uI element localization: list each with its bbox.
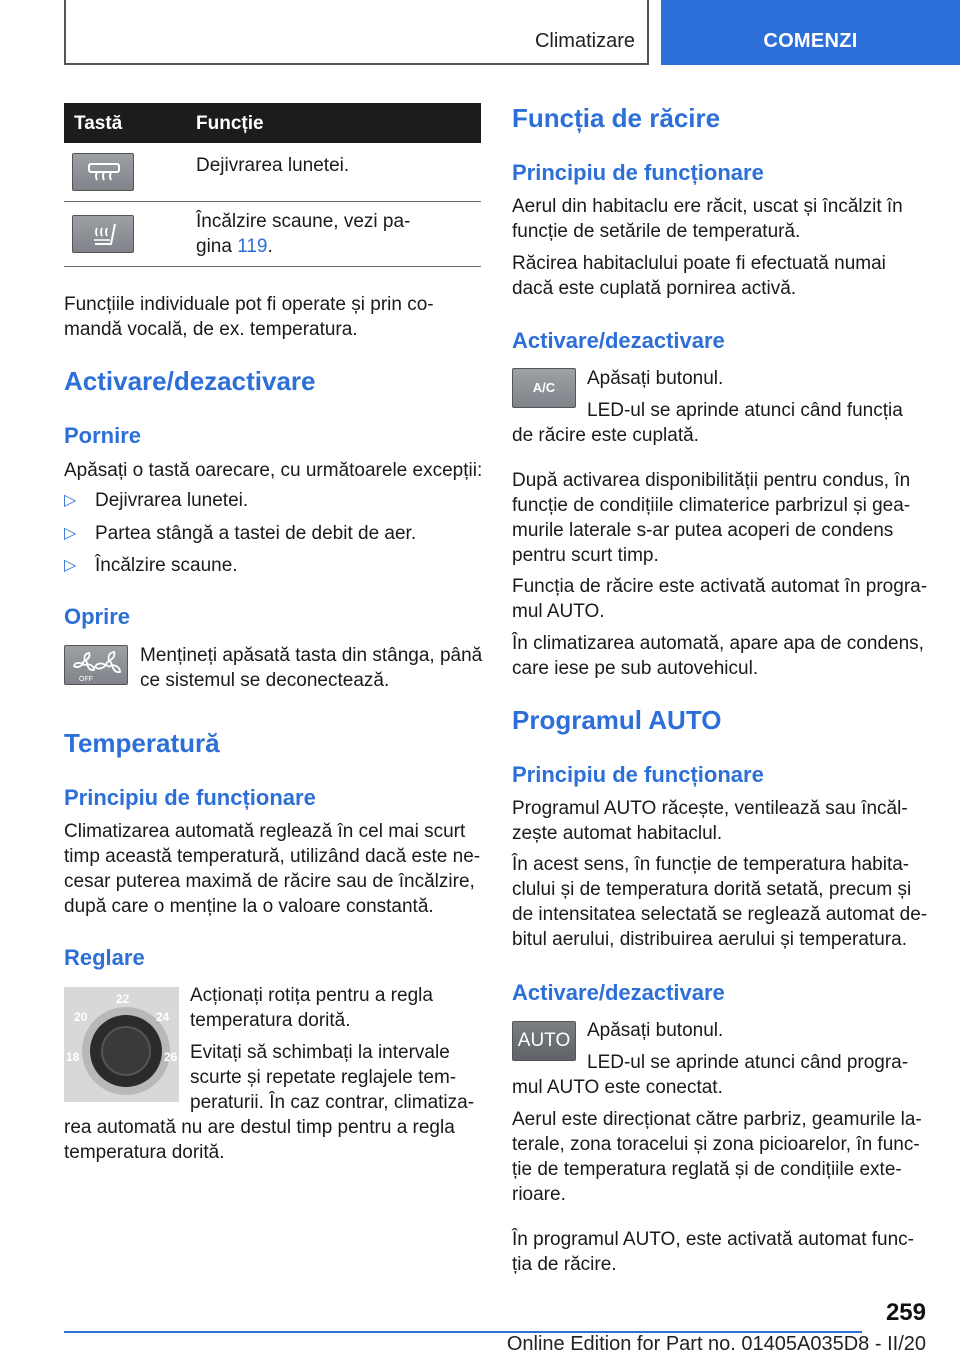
page-number: 259 bbox=[885, 1299, 926, 1326]
racire-text-4: Funcția de răcire este activată automat în progra- mul AUTO. bbox=[512, 576, 928, 622]
dial-number-26: 26 bbox=[164, 1050, 178, 1064]
temperature-dial-image bbox=[64, 987, 179, 1102]
seat-heating-icon bbox=[72, 215, 134, 253]
dial-number-18: 18 bbox=[66, 1050, 80, 1064]
racire-text-1: Aerul din habitaclu ere răcit, uscat și încălzit în funcție de setările de temperatură. bbox=[512, 196, 903, 242]
racire-text-3: După activarea disponibilității pentru condus, în funcție de condițiile climaterice parbrizul și gea- murile laterale s-ar putea acoperi de condens pentru scurt timp. bbox=[512, 470, 911, 566]
principiu-temperatura-text: Climatizarea automată reglează în cel mai scurt timp această temperatură, utilizând dacă este ne- cesar puterea maximă de răcire sau de încălzire, după care o menține la o valoare constantă. bbox=[64, 821, 481, 917]
tab-comenzi-label: COMENZI bbox=[763, 30, 858, 52]
section-title: Climatizare bbox=[534, 30, 635, 52]
row-function-text: Încălzire scaune, vezi pa- gina 119. bbox=[196, 211, 411, 257]
column-header-key: Tastă bbox=[74, 113, 123, 134]
heading-activare-auto: Activare/dezactivare bbox=[512, 980, 725, 1005]
heading-pornire: Pornire bbox=[64, 423, 142, 448]
auto-text-2: În acest sens, în funcție de temperatura habita- clului și de temperatura dorită setată, precum și de intensitatea selectată se reglează automat de- bitul aerului, distribuirea aerului și temperatura. bbox=[512, 854, 928, 950]
fan-off-icon bbox=[64, 645, 128, 685]
racire-text-5: În climatizarea automată, apare apa de condens, care iese pe sub autovehicul. bbox=[512, 633, 924, 679]
racire-text-2: Răcirea habitaclului poate fi efectuată numai dacă este cuplată pornirea activă. bbox=[512, 253, 886, 299]
row-function-text: Dejivrarea lunetei. bbox=[196, 155, 350, 176]
heading-principiu-auto: Principiu de funcționare bbox=[512, 762, 764, 787]
bullet-marker: ▷ bbox=[64, 557, 77, 574]
dial-number-22: 22 bbox=[116, 992, 130, 1006]
auto-led-text-1: LED-ul se aprinde atunci când progra- bbox=[587, 1052, 909, 1073]
page-link-119[interactable]: 119 bbox=[237, 236, 268, 257]
rear-defrost-icon bbox=[72, 153, 134, 191]
heading-oprire: Oprire bbox=[64, 604, 131, 629]
reglare-text-a: Acționați rotița pentru a regla temperatura dorită. bbox=[190, 985, 433, 1031]
svg-text:OFF: OFF bbox=[79, 676, 93, 683]
footer-edition: Online Edition for Part no. 01405A035D8 - II/20 bbox=[506, 1333, 926, 1355]
reglare-text-c: rea automată nu are destul timp pentru a regla temperatura dorită. bbox=[64, 1117, 455, 1163]
table-header bbox=[64, 103, 481, 143]
auto-text-4: În programul AUTO, este activată automat func- ția de răcire. bbox=[512, 1229, 915, 1275]
auto-button-icon: AUTO bbox=[512, 1021, 576, 1061]
table-row bbox=[64, 143, 481, 202]
ac-button-icon: A/C bbox=[512, 368, 576, 408]
heading-principiu-temperatura: Principiu de funcționare bbox=[64, 785, 316, 810]
bullet-marker: ▷ bbox=[64, 492, 77, 509]
header-section-box bbox=[64, 0, 649, 65]
heading-temperatura: Temperatură bbox=[64, 728, 220, 758]
ac-press-text: Apăsați butonul. bbox=[587, 368, 724, 389]
dial-number-24: 24 bbox=[156, 1010, 170, 1024]
table-row bbox=[64, 202, 481, 267]
auto-text-1: Programul AUTO răcește, ventilează sau încăl- zește automat habitaclul. bbox=[512, 798, 908, 844]
heading-activare-racire: Activare/dezactivare bbox=[512, 328, 725, 353]
heading-programul-auto: Programul AUTO bbox=[512, 705, 722, 735]
bullet-marker: ▷ bbox=[64, 525, 77, 542]
heading-reglare: Reglare bbox=[64, 945, 145, 970]
intro-paragraph: Funcțiile individuale pot fi operate și prin co- mandă vocală, de ex. temperatura. bbox=[64, 294, 434, 340]
reglare-text-b: Evitați să schimbați la intervale scurte și repetate reglajele tem- peraturii. În caz contrar, climatiza- bbox=[190, 1042, 475, 1113]
heading-principiu-racire: Principiu de funcționare bbox=[512, 160, 764, 185]
auto-press-text: Apăsați butonul. bbox=[587, 1020, 724, 1041]
key-function-table bbox=[64, 103, 481, 267]
dial-number-20: 20 bbox=[74, 1010, 88, 1024]
pornire-text: Apăsați o tastă oarecare, cu următoarele excepții: bbox=[64, 460, 483, 481]
ac-led-text-1: LED-ul se aprinde atunci când funcția bbox=[587, 400, 903, 421]
auto-led-text-2: mul AUTO este conectat. bbox=[512, 1077, 723, 1098]
auto-text-3: Aerul este direcționat către parbriz, geamurile la- terale, zona toracelui și zona picioarelor, în func- ție de temperatura reglată și de condițiile exte- rioare. bbox=[512, 1109, 922, 1205]
oprire-text: Mențineți apăsată tasta din stânga, până ce sistemul se deconectează. bbox=[140, 645, 483, 691]
ac-led-text-2: de răcire este cuplată. bbox=[512, 425, 699, 446]
heading-functia-de-racire: Funcția de răcire bbox=[512, 103, 721, 133]
column-header-function: Funcție bbox=[196, 113, 264, 134]
tab-comenzi[interactable] bbox=[661, 0, 960, 65]
heading-activare-dezactivare: Activare/dezactivare bbox=[64, 366, 316, 396]
